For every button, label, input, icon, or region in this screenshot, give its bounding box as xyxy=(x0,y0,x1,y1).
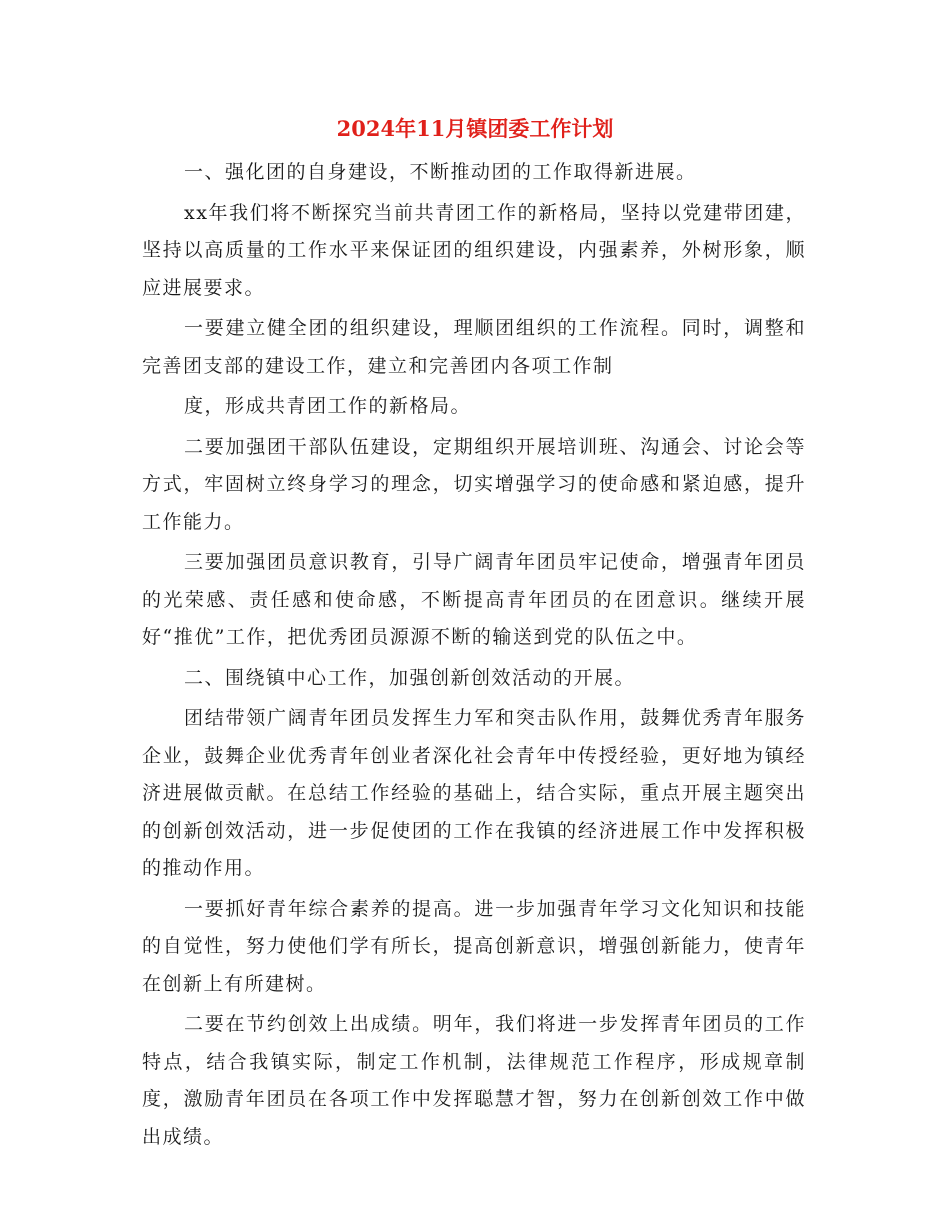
paragraph-quality: 一要抓好青年综合素养的提高。进一步加强青年学习文化知识和技能的自觉性，努力使他们学有所长，提高创新意识，增强创新能力，使青年在创新上有所建树。 xyxy=(142,897,806,995)
paragraph-efficiency: 二要在节约创效上出成绩。明年，我们将进一步发挥青年团员的工作特点，结合我镇实际，制定工作机制，法律规范工作程序，形成规章制度，激励青年团员在各项工作中发挥聪慧才智，努力在创新创效工作中做出成绩。 xyxy=(142,1013,806,1148)
paragraph-organization: 一要建立健全团的组织建设，理顺团组织的工作流程。同时，调整和完善团支部的建设工作，建立和完善团内各项工作制 xyxy=(142,317,806,377)
paragraph-education: 三要加强团员意识教育，引导广阔青年团员牢记使命，增强青年团员的光荣感、责任感和使命感，不断提高青年团员的在团意识。继续开展好“推优”工作，把优秀团员源源不断的输送到党的队伍之中。 xyxy=(142,551,806,648)
paragraph-youth-role: 团结带领广阔青年团员发挥生力军和突击队作用，鼓舞优秀青年服务企业，鼓舞企业优秀青年创业者深化社会青年中传授经验，更好地为镇经济进展做贡献。在总结工作经验的基础上，结合实际，重点开展主题突出的创新创效活动，进一步促使团的工作在我镇的经济进展工作中发挥积极的推动作用。 xyxy=(142,707,806,879)
paragraph-cadre: 二要加强团干部队伍建设，定期组织开展培训班、沟通会、讨论会等方式，牢固树立终身学习的理念，切实增强学习的使命感和紧迫感，提升工作能力。 xyxy=(142,435,806,533)
paragraph-organization-continued: 度，形成共青团工作的新格局。 xyxy=(184,395,472,417)
document-title: 2024年11月镇团委工作计划 xyxy=(336,116,614,141)
document-body xyxy=(142,154,806,1159)
paragraph-intro: xx年我们将不断探究当前共青团工作的新格局，坚持以党建带团建，坚持以高质量的工作水平来保证团的组织建设，内强素养，外树形象，顺应进展要求。 xyxy=(142,201,806,299)
section-heading-2: 二、围绕镇中心工作，加强创新创效活动的开展。 xyxy=(184,666,636,689)
section-heading-1: 一、强化团的自身建设，不断推动团的工作取得新进展。 xyxy=(184,161,697,183)
